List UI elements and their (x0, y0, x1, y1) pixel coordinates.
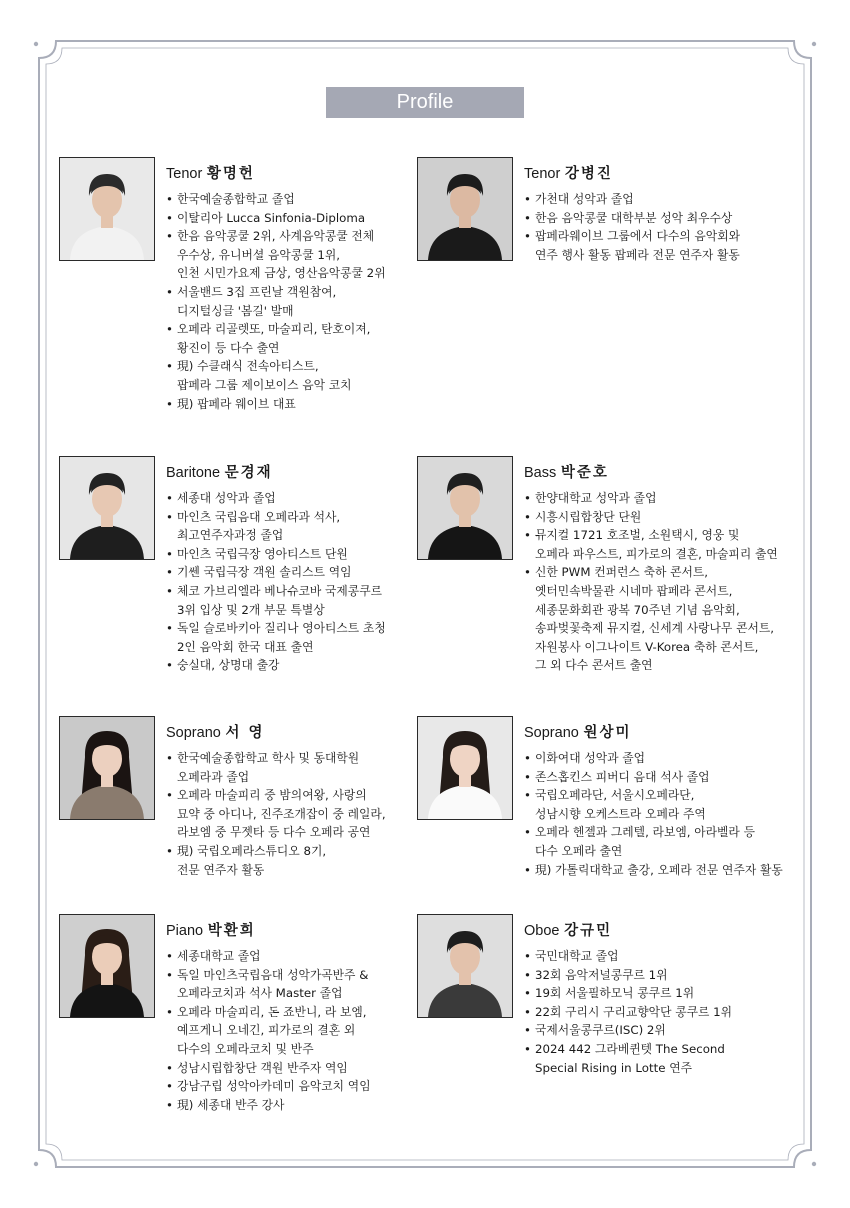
bio-item (166, 966, 371, 1003)
bio-item (524, 1021, 732, 1040)
bio-item (524, 508, 778, 527)
bio-line: 라보엠 중 무젯타 등 다수 오페라 공연 (177, 825, 371, 840)
bio-list (524, 749, 783, 879)
bio-line: • 독일 슬로바키아 질리나 영아티스트 초청 (177, 621, 386, 636)
performer-name: 박환희 (207, 923, 256, 939)
bio-line: • 22회 구리시 구리교향악단 콩쿠르 1위 (535, 1004, 733, 1019)
performer-role: Piano (166, 923, 204, 939)
portrait-man-dark-icon (417, 157, 513, 261)
bio-line: 연주 행사 활동 팝페라 전문 연주자 활동 (535, 247, 740, 262)
bio-item (524, 768, 783, 787)
bio-line: 묘약 중 아디나, 진주조개잡이 중 레일라, (177, 806, 386, 821)
bio-line: • 국제서울콩쿠르(ISC) 2위 (535, 1023, 666, 1038)
performer-heading (166, 724, 386, 742)
bio-item (524, 984, 732, 1003)
bio-item (524, 190, 740, 209)
bio-item (524, 861, 783, 880)
performer-info (524, 165, 740, 264)
performer-heading (524, 165, 740, 183)
bio-item (166, 582, 386, 619)
bio-item (166, 227, 386, 283)
bio-item (166, 508, 386, 545)
performer-info (524, 464, 778, 675)
bio-item (166, 395, 386, 414)
bio-line: 디지털싱글 '봄길' 발매 (177, 303, 294, 318)
portrait-woman-dark-hair-icon (59, 716, 155, 820)
bio-line: 예프게니 오네긴, 피가로의 결혼 외 (177, 1023, 356, 1038)
bio-line: • 시흥시립합창단 단원 (535, 509, 642, 524)
bio-item (524, 1003, 732, 1022)
bio-line: 최고연주자과정 졸업 (177, 528, 284, 543)
bio-line: • 세종대 성악과 졸업 (177, 491, 276, 505)
performer-info (166, 464, 386, 675)
performer-name: 강규민 (564, 923, 613, 939)
performer-name: 서 영 (225, 725, 265, 741)
bio-line: • 이탈리아 Lucca Sinfonia-Diploma (177, 210, 366, 225)
bio-line: • 現) 국립오페라스튜디오 8기, (177, 843, 327, 858)
bio-line: 자원봉사 이그나이트 V-Korea 축하 콘서트, (535, 639, 759, 654)
portrait-man-white-shirt-icon (59, 157, 155, 261)
portrait-woman-long-hair-icon (59, 914, 155, 1018)
bio-line: • 現) 세종대 반주 강사 (177, 1097, 285, 1112)
bio-item (524, 563, 778, 675)
bio-item (166, 656, 386, 675)
performer-heading (524, 922, 732, 940)
bio-item (524, 786, 783, 823)
bio-line: • 국립오페라단, 서울시오페라단, (535, 788, 695, 803)
bio-line: • 존스홉킨스 피버디 음대 석사 졸업 (535, 769, 710, 784)
bio-line: 팝페라 그룹 제이보이스 음악 코치 (177, 377, 352, 392)
performer-heading (524, 464, 778, 482)
bio-line: 우수상, 유니버셜 음악콩쿨 1위, (177, 247, 341, 262)
bio-item (166, 357, 386, 394)
bio-line: • 이화여대 성악과 졸업 (535, 751, 646, 765)
bio-line: • 한음 음악콩쿨 2위, 사계음악콩쿨 전체 (177, 229, 375, 244)
bio-item (166, 619, 386, 656)
performer-name: 원상미 (583, 725, 632, 741)
portrait-man-hand-chin-icon (417, 914, 513, 1018)
bio-item (524, 227, 740, 264)
page-title: Profile (326, 87, 524, 118)
performer-info (166, 922, 371, 1114)
bio-item (166, 1077, 371, 1096)
bio-line: 다수 오페라 출연 (535, 843, 623, 858)
bio-line: • 서울밴드 3집 프린날 객원참여, (177, 284, 337, 299)
performer-role: Bass (524, 465, 557, 481)
bio-item (524, 209, 740, 228)
bio-item (166, 749, 386, 786)
performer-info (166, 724, 386, 879)
bio-line: • 한국예술종합학교 학사 및 동대학원 (177, 751, 360, 765)
bio-item (166, 1003, 371, 1059)
performer-heading (166, 165, 386, 183)
bio-line: • 오페라 리골렛또, 마술피리, 탄호이져, (177, 322, 371, 337)
bio-item (166, 209, 386, 228)
portrait-woman-white-dress-icon (417, 716, 513, 820)
bio-line: 인천 시민가요제 금상, 영산음악콩쿨 2위 (177, 266, 386, 281)
bio-line: • 성남시립합창단 객원 반주자 역임 (177, 1060, 348, 1075)
bio-item (166, 545, 386, 564)
bio-line: 2인 음악회 한국 대표 출연 (177, 639, 314, 654)
bio-line: • 기쎈 국립극장 객원 솔리스트 역임 (177, 565, 352, 580)
bio-line: 3위 입상 및 2개 부문 특별상 (177, 602, 325, 617)
bio-line: • 가천대 성악과 졸업 (535, 192, 634, 206)
bio-item (166, 563, 386, 582)
bio-list (166, 947, 371, 1114)
bio-item (524, 947, 732, 966)
performer-heading (166, 922, 371, 940)
bio-line: 송파벚꽃축제 뮤지컬, 신세계 사랑나무 콘서트, (535, 621, 775, 636)
performer-role: Baritone (166, 465, 221, 481)
bio-line: • 마인츠 국립극장 영아티스트 단원 (177, 546, 348, 561)
performer-role: Soprano (166, 725, 221, 741)
performer-name: 문경재 (224, 465, 273, 481)
bio-line: • 한음 음악콩쿨 대학부분 성악 최우수상 (535, 210, 733, 225)
bio-line: • 32회 음악저널콩쿠르 1위 (535, 967, 668, 982)
performer-heading (166, 464, 386, 482)
performer-role: Tenor (166, 166, 203, 182)
bio-item (166, 947, 371, 966)
performer-role: Tenor (524, 166, 561, 182)
bio-item (166, 842, 386, 879)
bio-line: • 19회 서울필하모닉 콩쿠르 1위 (535, 986, 695, 1001)
bio-item (166, 190, 386, 209)
bio-line: • 오페라 헨젤과 그레텔, 라보엠, 아라벨라 등 (535, 825, 755, 840)
bio-line: • 강남구립 성악아카데미 음악코치 역임 (177, 1079, 371, 1094)
bio-item (166, 786, 386, 842)
bio-line: 옛터민속박물관 시네마 팝페라 콘서트, (535, 583, 733, 598)
bio-item (524, 526, 778, 563)
bio-line: • 국민대학교 졸업 (535, 949, 619, 963)
bio-line: 세종문화회관 광복 70주년 기념 음악회, (535, 602, 740, 617)
bio-list (166, 749, 386, 879)
bio-item (524, 1040, 732, 1077)
bio-item (524, 749, 783, 768)
bio-item (166, 489, 386, 508)
bio-line: 그 외 다수 콘서트 출연 (535, 658, 653, 673)
bio-line: Special Rising in Lotte 연주 (535, 1060, 693, 1075)
bio-line: • 現) 팝페라 웨이브 대표 (177, 396, 296, 411)
bio-line: • 現) 수클래식 전속아티스트, (177, 359, 319, 374)
bio-line: 전문 연주자 활동 (177, 862, 265, 877)
bio-item (166, 283, 386, 320)
performer-name: 강병진 (564, 166, 613, 182)
bio-list (524, 947, 732, 1077)
bio-line: 다수의 오페라코치 및 반주 (177, 1041, 314, 1056)
bio-line: • 2024 442 그라베퀸텟 The Second (535, 1041, 725, 1056)
bio-line: • 체코 가브리엘라 베나슈코바 국제콩쿠르 (177, 583, 382, 598)
performer-name: 황명헌 (206, 166, 255, 182)
bio-line: • 마인츠 국립음대 오페라과 석사, (177, 509, 341, 524)
bio-item (524, 489, 778, 508)
bio-list (166, 489, 386, 675)
bio-item (166, 1096, 371, 1115)
bio-line: • 오페라 마술피리 중 밤의여왕, 사랑의 (177, 788, 367, 803)
bio-line: • 한국예술종합학교 졸업 (177, 192, 295, 206)
bio-line: 오페라 파우스트, 피가로의 결혼, 마술피리 출연 (535, 546, 778, 561)
bio-line: • 한양대학교 성악과 졸업 (535, 491, 657, 505)
portrait-man-black-sweater-icon (417, 456, 513, 560)
performer-info (524, 724, 783, 879)
performer-info (166, 165, 386, 413)
bio-line: • 독일 마인츠국립음대 성악가곡반주 & (177, 967, 369, 982)
bio-line: • 뮤지컬 1721 호조벌, 소원택시, 영웅 및 (535, 528, 740, 543)
bio-line: • 숭실대, 상명대 출강 (177, 658, 280, 673)
bio-item (166, 1059, 371, 1078)
bio-line: • 세종대학교 졸업 (177, 949, 261, 963)
performer-role: Oboe (524, 923, 560, 939)
bio-list (524, 489, 778, 675)
bio-item (524, 823, 783, 860)
bio-list (166, 190, 386, 413)
bio-line: • 팝페라웨이브 그룹에서 다수의 음악회와 (535, 229, 740, 244)
performer-role: Soprano (524, 725, 579, 741)
bio-line: • 오페라 마술피리, 돈 죠반니, 라 보엠, (177, 1004, 367, 1019)
portrait-man-suit-icon (59, 456, 155, 560)
bio-line: 오페라코치과 석사 Master 졸업 (177, 986, 343, 1001)
bio-item (166, 320, 386, 357)
bio-line: • 신한 PWM 컨퍼런스 축하 콘서트, (535, 565, 709, 580)
bio-list (524, 190, 740, 264)
bio-line: 오페라과 졸업 (177, 769, 250, 784)
bio-item (524, 966, 732, 985)
bio-line: 황진이 등 다수 출연 (177, 340, 280, 355)
bio-line: 성남시향 오케스트라 오페라 주역 (535, 806, 706, 821)
performer-name: 박준호 (560, 465, 609, 481)
bio-line: • 現) 가톨릭대학교 출강, 오페라 전문 연주자 활동 (535, 862, 783, 877)
performer-heading (524, 724, 783, 742)
performer-info (524, 922, 732, 1077)
